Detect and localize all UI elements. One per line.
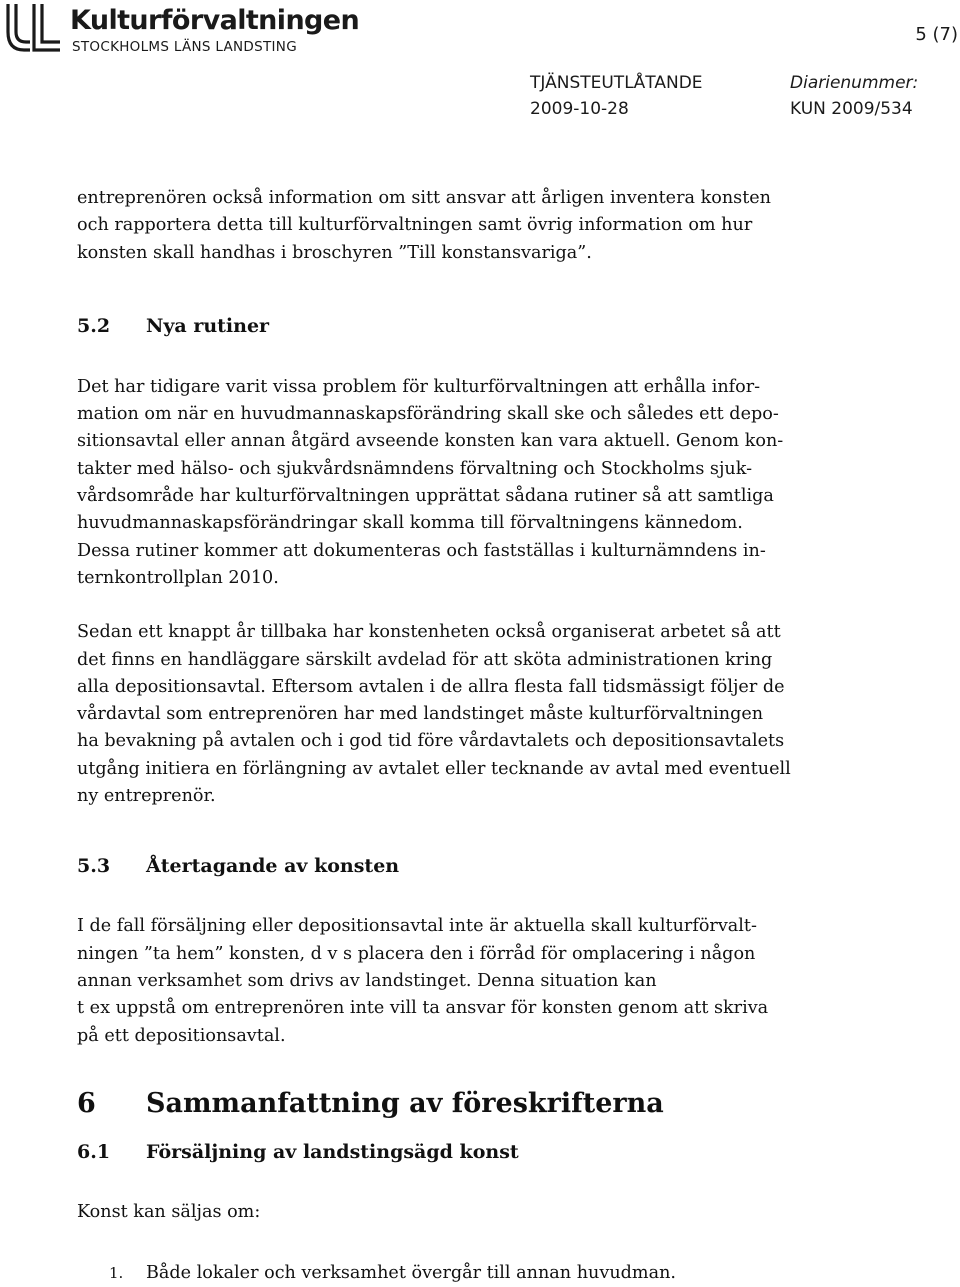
document-meta-right bbox=[790, 70, 918, 122]
paragraph-line: t ex uppstå om entreprenören inte vill ta ansvar för konsten genom att skriva bbox=[77, 998, 769, 1019]
section-5-2-paragraph-2 bbox=[77, 619, 837, 810]
paragraph-line: Dessa rutiner kommer att dokumenteras och fastställas i kulturnämndens in- bbox=[77, 540, 766, 561]
diary-number: KUN 2009/534 bbox=[790, 99, 913, 119]
section-heading-6 bbox=[77, 1086, 837, 1122]
paragraph-line: mation om när en huvudmannaskapsförändring skall ske och således ett depo- bbox=[77, 404, 779, 425]
paragraph-line: på ett depositionsavtal. bbox=[77, 1025, 286, 1046]
paragraph-line: utgång initiera en förlängning av avtalet eller tecknande av avtal med eventuell bbox=[77, 758, 791, 779]
organization-subtitle: STOCKHOLMS LÄNS LANDSTING bbox=[72, 39, 297, 55]
paragraph-line: konsten skall handhas i broschyren ”Till konstansvariga”. bbox=[77, 242, 592, 263]
paragraph-line: ny entreprenör. bbox=[77, 786, 216, 807]
section-number: 6 bbox=[77, 1087, 96, 1119]
section-number: 5.3 bbox=[77, 855, 111, 878]
section-title: Sammanfattning av föreskrifterna bbox=[146, 1087, 664, 1119]
document-date: 2009-10-28 bbox=[530, 99, 629, 119]
paragraph-line: sitionsavtal eller annan åtgärd avseende konsten kan vara aktuell. Genom kon- bbox=[77, 431, 784, 452]
section-title: Nya rutiner bbox=[146, 314, 270, 337]
paragraph-line: annan verksamhet som drivs av landstinget. Denna situation kan bbox=[77, 970, 657, 991]
document-body bbox=[77, 185, 837, 1287]
section-heading-5-2 bbox=[77, 312, 837, 340]
paragraph-line: ningen ”ta hem” konsten, d v s placera den i förråd för omplacering i någon bbox=[77, 943, 756, 964]
paragraph-line: I de fall försäljning eller depositionsavtal inte är aktuella skall kulturförvalt- bbox=[77, 916, 757, 937]
paragraph-line: takter med hälso- och sjukvårdsnämndens förvaltning och Stockholms sjuk- bbox=[77, 458, 753, 479]
diary-label: Diarienummer: bbox=[790, 73, 919, 93]
jl-monogram-logo-icon bbox=[2, 2, 64, 54]
list-item-number: 1. bbox=[109, 1264, 124, 1283]
list-item-text: Både lokaler och verksamhet övergår till annan huvudman. bbox=[146, 1263, 677, 1284]
section-number: 5.2 bbox=[77, 314, 111, 337]
list-item bbox=[77, 1260, 837, 1287]
organization-name: Kulturförvaltningen bbox=[70, 5, 360, 36]
section-5-3-paragraph bbox=[77, 913, 837, 1049]
section-title: Försäljning av landstingsägd konst bbox=[146, 1140, 519, 1163]
section-6-1-intro: Konst kan säljas om: bbox=[77, 1201, 261, 1222]
intro-paragraph bbox=[77, 185, 837, 267]
paragraph-line: vårdsområde har kulturförvaltningen upprättat sådana rutiner så att samtliga bbox=[77, 486, 774, 507]
paragraph-line: huvudmannaskapsförändringar skall komma till förvaltningens kännedom. bbox=[77, 513, 743, 534]
section-heading-5-3 bbox=[77, 852, 837, 880]
paragraph-line: vårdavtal som entreprenören har med landstinget måste kulturförvaltningen bbox=[77, 704, 764, 725]
paragraph-line: ternkontrollplan 2010. bbox=[77, 567, 279, 588]
page-number: 5 (7) bbox=[915, 24, 958, 45]
document-meta-left bbox=[530, 70, 703, 122]
section-heading-6-1 bbox=[77, 1138, 837, 1166]
section-number: 6.1 bbox=[77, 1140, 111, 1163]
paragraph-line: ha bevakning på avtalen och i god tid före vårdavtalets och depositionsavtalets bbox=[77, 731, 785, 752]
paragraph-line: Sedan ett knappt år tillbaka har konstenheten också organiserat arbetet så att bbox=[77, 622, 781, 643]
paragraph-line: och rapportera detta till kulturförvaltningen samt övrig information om hur bbox=[77, 215, 753, 236]
paragraph-line: Det har tidigare varit vissa problem för kulturförvaltningen att erhålla infor- bbox=[77, 376, 761, 397]
document-type: TJÄNSTEUTLÅTANDE bbox=[530, 73, 703, 93]
paragraph-line: alla depositionsavtal. Eftersom avtalen i de allra flesta fall tidsmässigt följer de bbox=[77, 676, 785, 697]
section-5-2-paragraph-1 bbox=[77, 374, 837, 592]
section-title: Återtagande av konsten bbox=[146, 855, 400, 878]
paragraph-line: det finns en handläggare särskilt avdelad för att sköta administrationen kring bbox=[77, 649, 773, 670]
paragraph-line: entreprenören också information om sitt ansvar att årligen inventera konsten bbox=[77, 188, 772, 208]
